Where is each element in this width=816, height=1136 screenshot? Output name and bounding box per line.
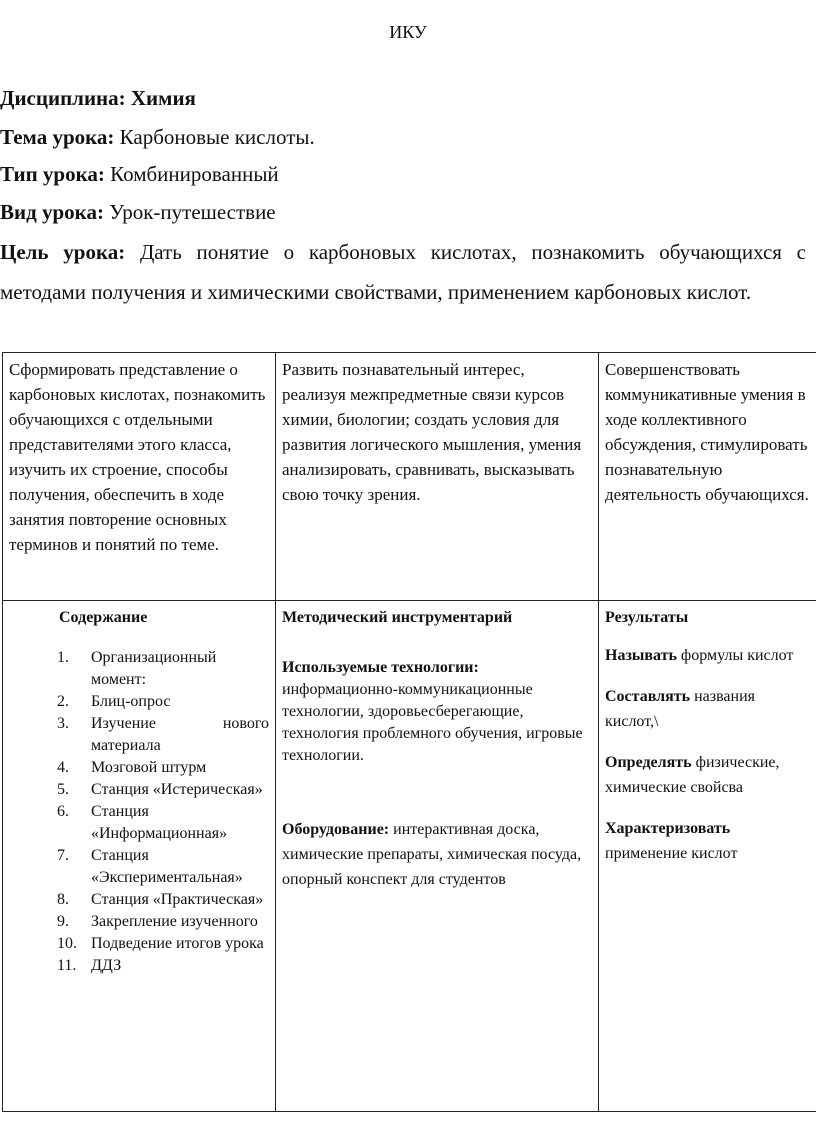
list-item: 9. Закрепление изученного: [57, 913, 258, 930]
result-item: Называть формулы кислот: [605, 647, 794, 664]
list-item: 8. Станция «Практическая»: [57, 891, 264, 908]
result-item: Характеризовать применение кислот: [605, 820, 738, 862]
technologies-value: информационно-коммуникационные технологии, здоровьесберегающие, технология проблемного обучения, игровые технологии.: [282, 681, 583, 764]
list-item: 7. Станция «Экспериментальная»: [57, 847, 243, 886]
discipline-text: Дисциплина: Химия: [0, 86, 196, 110]
list-item: 10. Подведение итогов урока: [57, 935, 264, 952]
objectives-row: [3, 353, 816, 601]
technologies-label: Используемые технологии:: [282, 659, 479, 676]
objective-cell: [276, 353, 599, 601]
list-item: 1. Организационный момент:: [57, 649, 217, 688]
goal-label: Цель урока:: [0, 240, 126, 264]
results-heading: Результаты: [605, 609, 689, 626]
type-line: [0, 162, 279, 187]
result-item: Составлять названия кислот,\: [605, 688, 756, 730]
equipment-label: Оборудование:: [282, 821, 390, 838]
kind-line: [0, 200, 276, 225]
equipment-block: [282, 817, 592, 892]
content-heading: Содержание: [59, 609, 148, 626]
result-item: Определять физические, химические свойсва: [605, 754, 780, 796]
objective-text: Развить познавательный интерес, реализуя межпредметные связи курсов химии, биологии; создать условия для развития логического мышления, умения анализировать, сравнивать, высказывать свою точку зрения.: [282, 360, 582, 504]
content-cell: [3, 601, 276, 1112]
list-item: 6. Станция «Информационная»: [57, 803, 228, 842]
document-title: ИКУ: [389, 22, 427, 42]
topic-label: Тема урока:: [0, 125, 115, 149]
list-item: 5. Станция «Истерическая»: [57, 781, 263, 798]
type-label: Тип урока:: [0, 162, 105, 186]
list-item: 11. ДДЗ: [57, 957, 122, 974]
goal-value: Дать понятие о карбоновых кислотах, познакомить обучающихся с методами получения и химическими свойствами, применением карбоновых кислот.: [0, 240, 806, 304]
discipline-line: [0, 86, 196, 111]
details-row: [3, 601, 816, 1112]
tools-heading: Методический инструментарий: [282, 609, 513, 626]
kind-value: Урок-путешествие: [103, 200, 276, 224]
topic-value: Карбоновые кислоты.: [114, 125, 315, 149]
objective-text: Совершенствовать коммуникативные умения в ходе коллективного обсуждения, стимулировать познавательную деятельность обучающихся.: [605, 360, 809, 504]
results-cell: [599, 601, 816, 1112]
objective-text: Сформировать представление о карбоновых кислотах, познакомить обучающихся с отдельными представителями этого класса, изучить их строение, способы получения, обеспечить в ходе занятия повторение основных терминов и понятий по теме.: [9, 360, 266, 554]
equipment-value: интерактивная доска, химические препараты, химическая посуда, опорный конспект для студентов: [282, 821, 582, 888]
lesson-steps-list: [3, 647, 275, 977]
list-item: 2. Блиц-опрос: [57, 693, 171, 710]
list-item: 4. Мозговой штурм: [57, 759, 207, 776]
list-item: 3. Изучение нового материала: [57, 715, 269, 754]
objective-cell: [599, 353, 816, 601]
topic-line: [0, 125, 315, 150]
tools-cell: [276, 601, 599, 1112]
objective-cell: [3, 353, 276, 601]
type-value: Комбинированный: [104, 162, 279, 186]
lesson-table: [2, 352, 816, 1112]
technologies-block: [282, 657, 592, 767]
goal-paragraph: [0, 232, 806, 312]
kind-label: Вид урока:: [0, 200, 104, 224]
